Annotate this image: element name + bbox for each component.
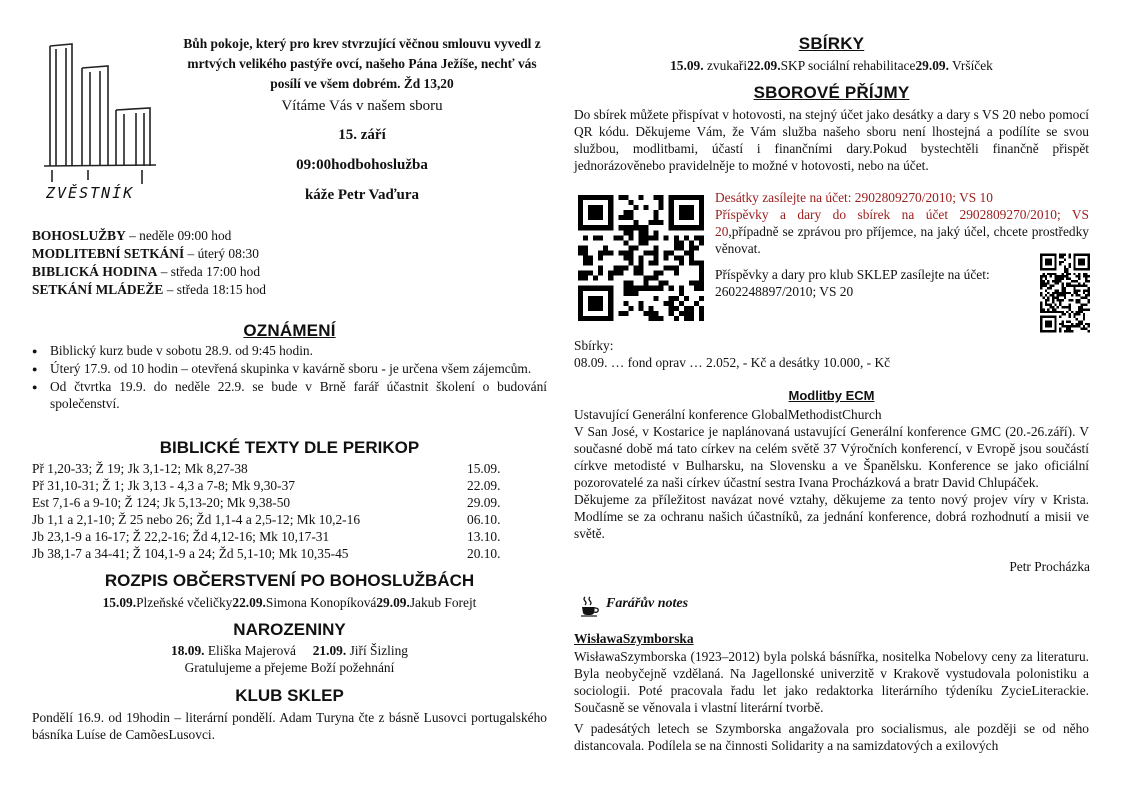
table-row: Jb 1,1 a 2,1-10; Ž 25 nebo 26; Žd 1,1-4 a 2,5-12; Mk 10,2-16 06.10. [32, 512, 501, 527]
tithes-account: Desátky zasílejte na účet: 2902809270/2010; VS 10 [715, 190, 993, 205]
table-row: Jb 38,1-7 a 34-41; Ž 104,1-9 a 24; Žd 5,1-10; Mk 10,35-45 20.10. [32, 546, 501, 561]
prayer-subtitle: Ustavující Generální konference GlobalMethodistChurch [574, 407, 882, 422]
schedule-item: MODLITEBNÍ SETKÁNÍ – úterý 08:30 [32, 246, 259, 261]
qr-code-small-icon [1040, 253, 1090, 333]
schedule-item: SETKÁNÍ MLÁDEŽE – středa 18:15 hod [32, 282, 266, 297]
collections-label: Sbírky: [574, 338, 614, 353]
table-row: Est 7,1-6 a 9-10; Ž 124; Jk 5,13-20; Mk 9,38-50 29.09. [32, 495, 501, 510]
refreshments-list: 15.09.Plzeňské včeličky22.09.Simona Konopíková29.09.Jakub Forejt [102, 595, 477, 610]
announcement-item: ● Biblický kurz bude v sobotu 28.9. od 9:45 hodin. [32, 342, 547, 359]
notes-text-1: WisławaSzymborska (1923–2012) byla polská básnířka, nositelka Nobelovy ceny za literaturu. Byla neobyčejně vzdělaná. Na Jagellonské univerzitě v Krakově vystudovala polonistiku a sociologii. Poté pracovala řadu let jako redaktorka literárního týdeníku ZycieLiterackie. Současně se věnovala i vlastní literární tvorbě. [574, 649, 1089, 715]
income-text: Do sbírek můžete přispívat v hotovosti, na stejný účet jako desátky a dary s VS 20 nebo pomocí QR kódu. Děkujeme Vám, že Vám služba našeho sboru není lhostejná a podílíte se svou službou, modlitbami, účastí i finančními dary.Pokud bystechtěli finančně přispět jednorázověnebo pravidelněje to možné v hotovosti, nebo na účet. [574, 107, 1089, 173]
zvestnik-logo [42, 38, 164, 206]
gifts-account: Příspěvky a dary do sbírek na účet 2902809270/2010; VS 20,případně se zprávou pro příjemce, na jaký účel, chcete prostředky věnovat. [715, 207, 1089, 256]
announcement-item: ● Úterý 17.9. od 10 hodin – otevřená skupinka v kavárně sboru - je určena všem zájemcům. [32, 360, 547, 377]
table-row: Př 31,10-31; Ž 1; Jk 3,13 - 4,3 a 7-8; Mk 9,30-37 22.09. [32, 478, 501, 493]
schedule-item: BOHOSLUŽBY – neděle 09:00 hod [32, 228, 232, 243]
collections-result: 08.09. … fond oprav … 2.052, - Kč a desátky 10.000, - Kč [574, 355, 891, 370]
table-row: Jb 23,1-9 a 16-17; Ž 22,2-16; Žd 4,12-16; Mk 10,17-31 13.10. [32, 529, 501, 544]
notes-block [574, 648, 1089, 754]
qr-code-icon [578, 195, 704, 321]
collections-title: SBÍRKY [798, 34, 865, 53]
service-date: 15. září [338, 127, 386, 143]
prayer-text-2: Děkujeme za příležitost navázat nové vztahy, děkujeme za tento nový projev víry v Krista. Modlíme se za ochranu našich účastníků, za jednání konference, dobrá rozhodnutí a misii ve světě. [574, 492, 1089, 541]
prayer-signature: Petr Procházka [1009, 559, 1090, 574]
service-time: 09:00hodbohoslužba [296, 157, 428, 173]
announcement-item: ● Od čtvrtka 19.9. do neděle 22.9. se bude v Brně farář účastnit školení o budování společenství. [32, 378, 547, 412]
logo-text: ZVĚSTNÍK [46, 184, 135, 202]
birthdays-wish: Gratulujeme a přejeme Boží požehnání [184, 660, 395, 675]
prayer-text-1: V San José, v Kostarice je naplánovaná ustavující Generální konference GMC (20.-26.září). V současné době má tato církev na celém světě 37 Výročních konferencí, v Evropě jsou součástí církve metodisté v Bulharsku, na Slovensku a ve Španělsku. Konference se jako oficiální pozorovatelé za naši církev účastní sestra Ivana Procházková a bratr David Chlupáček. [574, 424, 1089, 490]
chimney-logo-icon [42, 38, 164, 206]
table-row: Př 1,20-33; Ž 19; Jk 3,1-12; Mk 8,27-38 15.09. [32, 461, 501, 476]
bible-quote: Bůh pokoje, který pro krev stvrzující věčnou smlouvu vyvedl z mrtvých velikého pastýře ovcí, našeho Pána Ježíše, nechť vás posílí ve všem dobrém. Žd 13,20 [183, 36, 541, 91]
club-text: Pondělí 16.9. od 19hodin – literární pondělí. Adam Turyna čte z básně Lusovci portugalského básníka Luíse de CamõesLusovci. [32, 710, 547, 742]
birthdays-list: 18.09. Eliška Majerová 21.09. Jiří Šizling [171, 643, 408, 658]
coffee-cup-icon [580, 595, 600, 617]
welcome-text: Vítáme Vás v našem sboru [281, 98, 443, 114]
club-title: KLUB SKLEP [235, 686, 344, 705]
notes-text-2: V padesátých letech se Szymborska angažovala pro socialismus, ale později se od něho distancovala. Podílela se na činnosti Solidarity a na samizdatových a exilových [574, 721, 1089, 753]
birthdays-title: NAROZENINY [233, 620, 346, 639]
bible-texts-title: BIBLICKÉ TEXTY DLE PERIKOP [159, 438, 420, 457]
schedule-item: BIBLICKÁ HODINA – středa 17:00 hod [32, 264, 261, 279]
announcements-list [32, 342, 547, 413]
collections-list: 15.09. zvukaři22.09.SKP sociální rehabilitace29.09. Vršíček [670, 58, 993, 73]
refreshments-title: ROZPIS OBČERSTVENÍ PO BOHOSLUŽBÁCH [104, 571, 475, 590]
notes-title: Farářův notes [606, 596, 689, 611]
club-account: Příspěvky a dary pro klub SKLEP zasílejte na účet: 2602248897/2010; VS 20 [715, 267, 990, 299]
schedule-list [32, 227, 547, 299]
notes-heading: WisławaSzymborska [574, 631, 694, 646]
prayer-block [574, 406, 1089, 542]
income-title: SBOROVÉ PŘÍJMY [753, 83, 910, 102]
preacher: káže Petr Vaďura [304, 187, 420, 203]
accounts-block [715, 189, 1089, 257]
prayer-title: Modlitby ECM [788, 388, 875, 403]
announcements-title: OZNÁMENÍ [243, 321, 336, 340]
bible-texts-table [32, 460, 547, 562]
